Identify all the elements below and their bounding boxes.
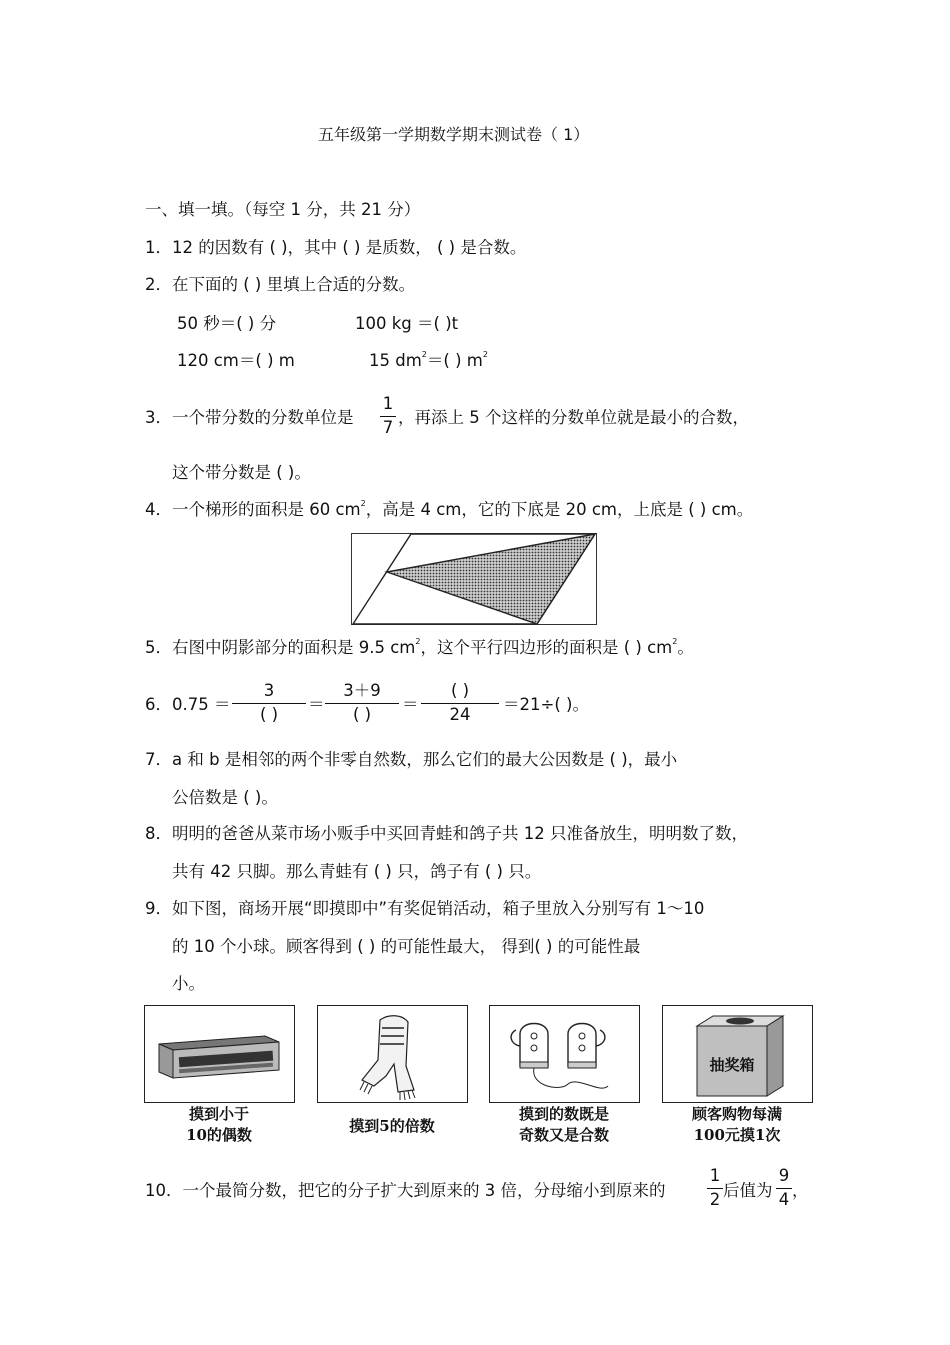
- question-5-lead: 5．右图中阴影部分的面积是 9.5 cm: [145, 638, 416, 657]
- question-6-tail: ＝21÷( )。: [503, 695, 589, 714]
- caption-line: 摸到的数既是: [518, 1105, 609, 1123]
- scarf-icon: [318, 1006, 467, 1102]
- question-7-line-1: 7．a 和 b 是相邻的两个非零自然数，那么它们的最大公因数是 ( )，最小: [145, 750, 678, 769]
- superscript: 2: [421, 349, 427, 359]
- question-3-answer: 这个带分数是 ( )。: [172, 463, 311, 482]
- scarf-picture: [317, 1005, 468, 1103]
- gum-pack-icon: [145, 1006, 294, 1102]
- question-2-item-b: 100 kg ＝( )t: [355, 314, 459, 333]
- question-5-body: ，这个平行四边形的面积是 ( ) cm: [420, 638, 673, 657]
- question-10-end: ，: [792, 1181, 809, 1200]
- fraction-bar: [325, 703, 399, 704]
- question-9-line-1: 9．如下图，商场开展“即摸即中”有奖促销活动，箱子里放入分别写有 1～10: [145, 899, 705, 918]
- question-8-line-2: 共有 42 只脚。那么青蛙有 ( ) 只，鸽子有 ( ) 只。: [172, 862, 542, 881]
- question-1: 1．12 的因数有 ( )，其中 ( ) 是质数， ( ) 是合数。: [145, 238, 527, 257]
- superscript: 2: [672, 636, 678, 646]
- question-3-fraction: [380, 396, 396, 436]
- question-7-line-2: 公倍数是 ( )。: [172, 788, 278, 807]
- fraction-bar: [421, 703, 499, 704]
- question-4-lead: 4．一个梯形的面积是 60 cm: [145, 500, 361, 519]
- fraction-bar: [707, 1188, 723, 1189]
- lottery-box-label: 抽奖箱: [709, 1056, 755, 1074]
- caption-4: [662, 1104, 812, 1146]
- mittens-icon: [490, 1006, 639, 1102]
- superscript: 2: [415, 636, 421, 646]
- question-9-line-2: 的 10 个小球。顾客得到 ( ) 的可能性最大， 得到( ) 的可能性最: [172, 937, 641, 956]
- fraction-numerator: 3＋9: [343, 681, 381, 700]
- question-3-lead: 3．一个带分数的分数单位是: [145, 408, 354, 427]
- fraction-numerator: 9: [778, 1166, 790, 1185]
- question-5: [145, 636, 694, 657]
- gum-pack-picture: [144, 1005, 295, 1103]
- caption-line: 顾客购物每满: [691, 1105, 782, 1123]
- mittens-picture: [489, 1005, 640, 1103]
- parallelogram-figure: [351, 533, 597, 625]
- fraction-numerator: 1: [382, 394, 394, 413]
- question-2-item-d-rest: ＝( ) m: [426, 351, 483, 370]
- question-2: 2．在下面的 ( ) 里填上合适的分数。: [145, 275, 416, 294]
- question-4-body: ，高是 4 cm，它的下底是 20 cm，上底是 ( ) cm。: [365, 500, 754, 519]
- caption-line: 摸到小于: [188, 1105, 249, 1123]
- fraction-denominator: ( ): [352, 704, 372, 724]
- page-title: 五年级第一学期数学期末测试卷（ 1）: [318, 125, 590, 144]
- question-10-mid: 后值为: [723, 1181, 773, 1200]
- caption-line: 100元摸1次: [693, 1126, 781, 1144]
- question-2-item-c: 120 cm＝( ) m: [177, 351, 295, 370]
- question-3-body: ，再添上 5 个这样的分数单位就是最小的合数，: [398, 408, 749, 427]
- fraction-bar: [380, 416, 396, 417]
- question-6-lead: 6．0.75 ＝: [145, 695, 231, 714]
- fraction-numerator: 1: [709, 1166, 721, 1185]
- fraction-numerator: 3: [263, 681, 275, 700]
- question-2-item-d-unit: 15 dm: [369, 351, 422, 370]
- question-6-fraction-2: [325, 683, 399, 723]
- caption-2: [317, 1116, 467, 1137]
- question-9-line-3: 小。: [172, 974, 205, 993]
- question-2-item-a: 50 秒＝( ) 分: [177, 314, 277, 333]
- question-6-fraction-3: [421, 683, 499, 723]
- equals-sign: ＝: [308, 695, 325, 714]
- fraction-denominator: 2: [709, 1189, 721, 1209]
- section-heading: 一、填一填。（每空 1 分，共 21 分）: [145, 200, 421, 219]
- fraction-denominator: 7: [382, 417, 394, 437]
- caption-line: 摸到5的倍数: [349, 1117, 435, 1135]
- fraction-bar: [232, 703, 306, 704]
- question-10-fraction-1: [707, 1168, 723, 1208]
- caption-line: 10的偶数: [186, 1126, 252, 1144]
- question-10-lead: 10．一个最简分数，把它的分子扩大到原来的 3 倍，分母缩小到原来的: [145, 1181, 666, 1200]
- caption-3: [489, 1104, 639, 1146]
- question-4: [145, 498, 754, 519]
- fraction-bar: [776, 1188, 792, 1189]
- question-10-fraction-2: [776, 1168, 792, 1208]
- question-8-line-1: 8．明明的爸爸从菜市场小贩手中买回青蛙和鸽子共 12 只准备放生，明明数了数，: [145, 824, 748, 843]
- question-5-end: 。: [677, 638, 694, 657]
- lottery-box-picture: [662, 1005, 813, 1103]
- fraction-denominator: 24: [449, 704, 471, 724]
- superscript: 2: [482, 349, 488, 359]
- caption-1: [144, 1104, 294, 1146]
- equals-sign: ＝: [402, 695, 419, 714]
- fraction-denominator: ( ): [259, 704, 279, 724]
- fraction-numerator: ( ): [450, 681, 470, 700]
- fraction-denominator: 4: [778, 1189, 790, 1209]
- question-6-fraction-1: [232, 683, 306, 723]
- caption-line: 奇数又是合数: [518, 1126, 609, 1144]
- question-2-item-d: [369, 349, 488, 370]
- superscript: 2: [360, 498, 366, 508]
